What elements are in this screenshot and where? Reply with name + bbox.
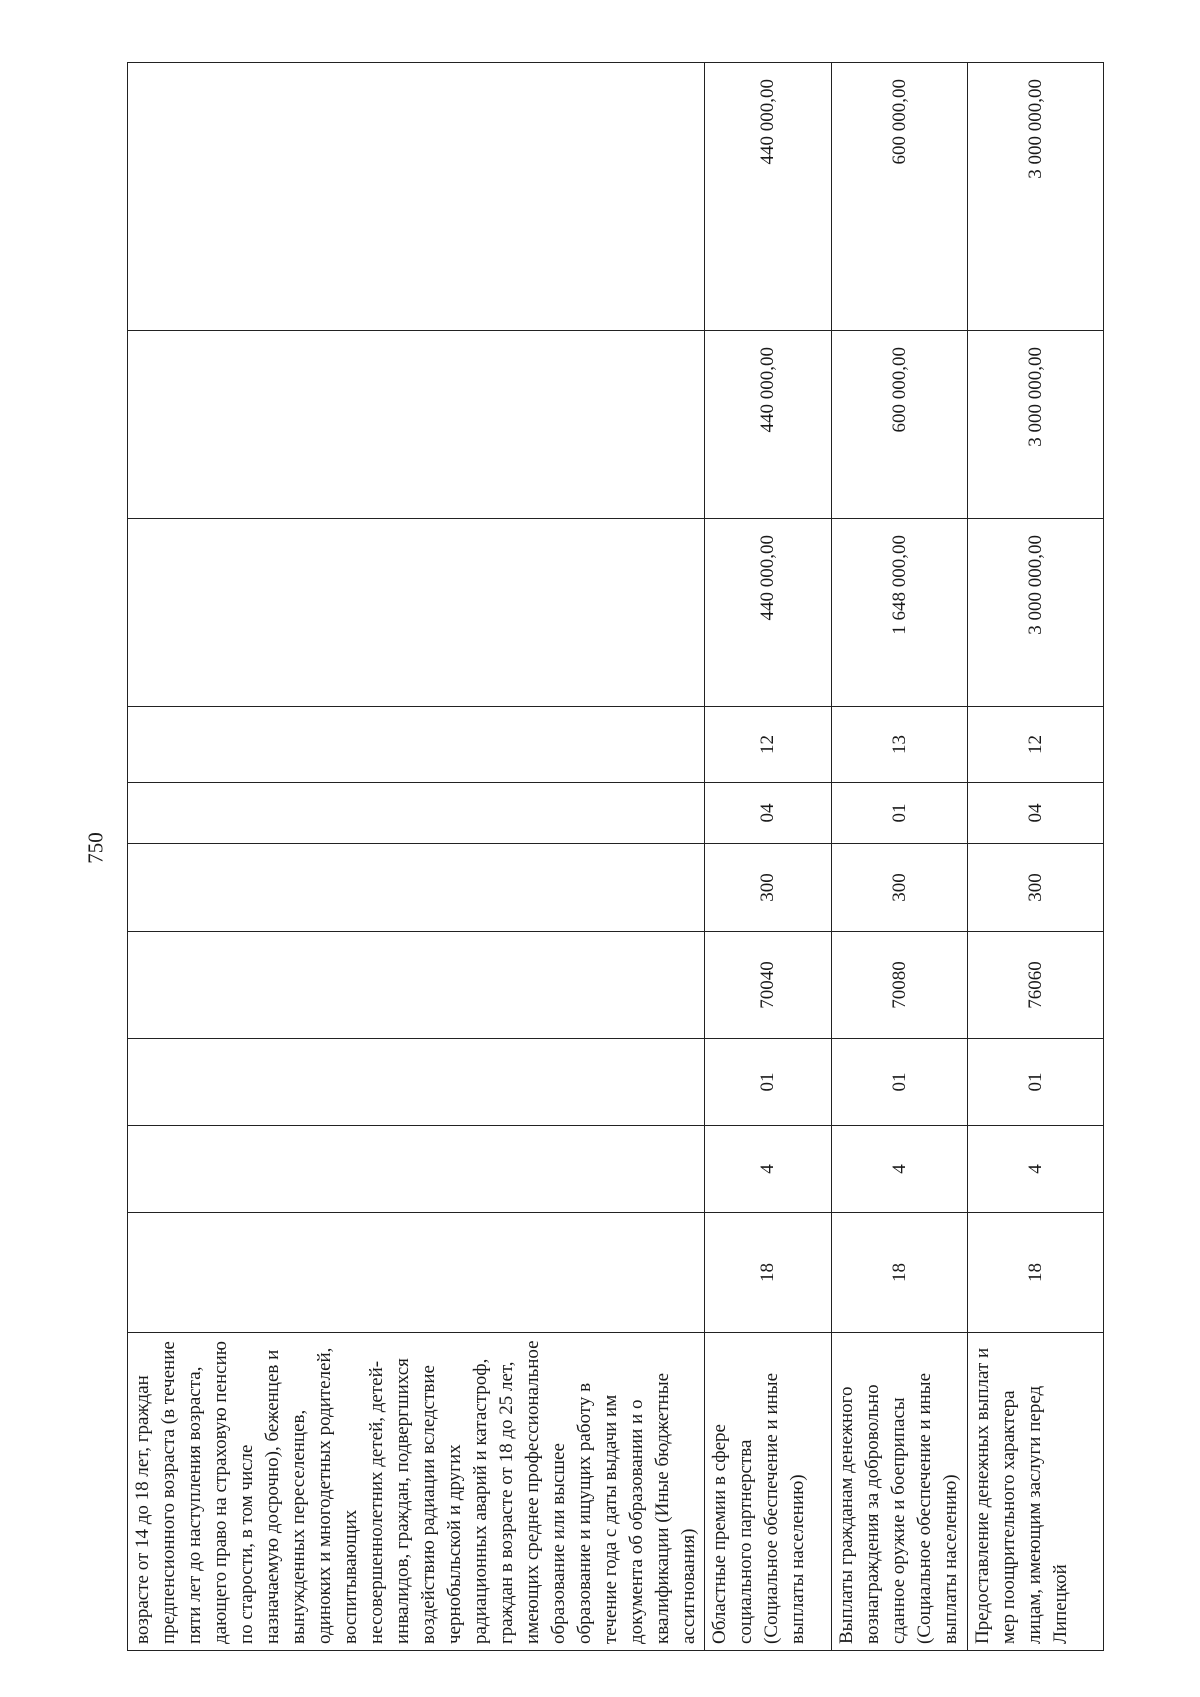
cell-code-1: 18 <box>705 1213 832 1333</box>
cell-code-5: 300 <box>832 844 968 932</box>
cell-code-5 <box>128 844 705 932</box>
cell-code-2: 4 <box>832 1126 968 1213</box>
table-row <box>968 63 1104 1651</box>
cell-code-2: 4 <box>968 1126 1104 1213</box>
cell-code-4 <box>128 932 705 1039</box>
cell-code-3: 01 <box>832 1039 968 1126</box>
cell-code-4: 70040 <box>705 932 832 1039</box>
cell-sum-1 <box>128 519 705 707</box>
cell-code-4: 76060 <box>968 932 1104 1039</box>
rotated-table-container <box>127 63 1089 1651</box>
row-name: возрасте от 14 до 18 лет, граждан предпенсионного возраста (в течение пяти лет до наступления возраста, дающего право на страховую пенсию по старости, в том числе назначаемую досрочно), беженцев и вынужденных переселенцев, одиноких и многодетных родителей, воспитывающих несовершеннолетних детей, детей-инвалидов, граждан, подвергшихся воздействию радиации вследствие чернобыльской и других радиационных аварий и катастроф, граждан в возрасте от 18 до 25 лет, имеющих среднее профессиональное образование или высшее образование и ищущих работу в течение года с даты выдачи им документа об образовании и о квалификации (Иные бюджетные ассигнования) <box>128 1333 705 1651</box>
page-number: 750 <box>83 832 108 864</box>
cell-sum-2: 3 000 000,00 <box>968 331 1104 519</box>
cell-sum-1: 440 000,00 <box>705 519 832 707</box>
cell-code-6: 01 <box>832 783 968 844</box>
cell-sum-3 <box>128 63 705 331</box>
table-row <box>705 63 832 1651</box>
cell-code-7: 12 <box>968 707 1104 783</box>
cell-sum-3: 440 000,00 <box>705 63 832 331</box>
cell-code-3: 01 <box>968 1039 1104 1126</box>
row-name: Выплаты гражданам денежного вознаграждения за добровольно сданное оружие и боеприпасы (Социальное обеспечение и иные выплаты населению) <box>832 1333 968 1651</box>
cell-code-1: 18 <box>968 1213 1104 1333</box>
cell-code-7: 13 <box>832 707 968 783</box>
table-row <box>128 63 705 1651</box>
row-name: Областные премии в сфере социального партнерства (Социальное обеспечение и иные выплаты населению) <box>705 1333 832 1651</box>
cell-code-7: 12 <box>705 707 832 783</box>
cell-sum-3: 3 000 000,00 <box>968 63 1104 331</box>
cell-code-6: 04 <box>705 783 832 844</box>
cell-code-1 <box>128 1213 705 1333</box>
cell-code-3: 01 <box>705 1039 832 1126</box>
cell-code-5: 300 <box>968 844 1104 932</box>
cell-code-3 <box>128 1039 705 1126</box>
cell-code-6 <box>128 783 705 844</box>
cell-sum-2: 440 000,00 <box>705 331 832 519</box>
cell-sum-2 <box>128 331 705 519</box>
cell-code-7 <box>128 707 705 783</box>
cell-code-6: 04 <box>968 783 1104 844</box>
cell-code-2 <box>128 1126 705 1213</box>
cell-sum-2: 600 000,00 <box>832 331 968 519</box>
cell-sum-1: 3 000 000,00 <box>968 519 1104 707</box>
budget-table <box>127 62 1104 1651</box>
cell-code-5: 300 <box>705 844 832 932</box>
cell-code-1: 18 <box>832 1213 968 1333</box>
cell-sum-1: 1 648 000,00 <box>832 519 968 707</box>
cell-sum-3: 600 000,00 <box>832 63 968 331</box>
table-row <box>832 63 968 1651</box>
cell-code-4: 70080 <box>832 932 968 1039</box>
row-name: Предоставление денежных выплат и мер поощрительного характера лицам, имеющим заслуги перед Липецкой <box>968 1333 1104 1651</box>
cell-code-2: 4 <box>705 1126 832 1213</box>
